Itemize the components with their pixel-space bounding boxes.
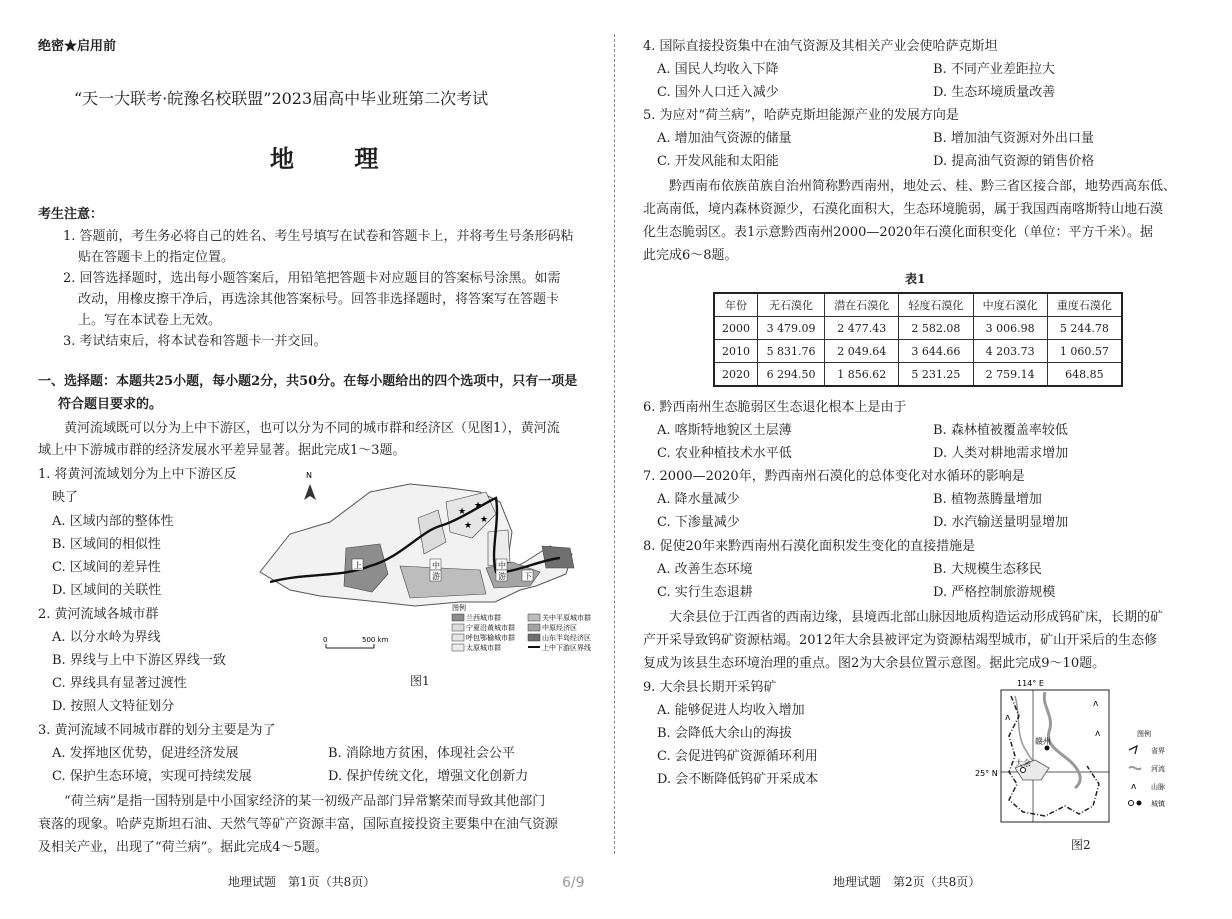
svg-text:500 km: 500 km — [362, 636, 389, 644]
option[interactable]: C. 国外人口迁入减少 — [657, 85, 779, 100]
option[interactable]: A. 以分水岭为界线 — [52, 630, 161, 645]
option[interactable]: A. 喀斯特地貌区土层薄 — [657, 423, 792, 438]
table-cell: 3 479.09 — [757, 317, 824, 340]
table-cell: 5 231.25 — [899, 363, 973, 387]
option[interactable]: D. 会不断降低钨矿开采成本 — [657, 772, 819, 787]
svg-text:ʌ: ʌ — [1095, 729, 1101, 739]
scale-bar — [323, 636, 389, 648]
svg-text:河流: 河流 — [1151, 765, 1165, 773]
table-header: 年份 — [714, 293, 757, 317]
intro-paragraph: 化生态脆弱区。表1示意黔西南州2000—2020年石漠化面积变化（单位：平方千米）。据 — [643, 225, 1153, 240]
option[interactable]: B. 消除地方贫困，体现社会公平 — [328, 746, 515, 761]
figure-1-legend — [452, 603, 591, 652]
svg-text:中原经济区: 中原经济区 — [542, 624, 577, 632]
svg-text:★: ★ — [474, 501, 483, 511]
notice-line: 上。写在本试卷上无效。 — [78, 313, 222, 328]
table-row — [714, 340, 1122, 363]
option[interactable]: C. 实行生态退耕 — [657, 585, 753, 600]
svg-text:图例: 图例 — [452, 604, 466, 612]
svg-text:兰西城市群: 兰西城市群 — [466, 614, 501, 622]
question-1-cont: 映了 — [52, 490, 79, 505]
table-header: 潜在石漠化 — [825, 293, 899, 317]
option[interactable]: D. 按照人文特征划分 — [52, 699, 175, 714]
notice-line: 改动，用橡皮擦干净后，再选涂其他答案标号。回答非选择题时，将答案写在答题卡 — [78, 292, 560, 307]
page-divider — [614, 34, 615, 854]
intro-paragraph: 复成为该县生态环境治理的重点。图2为大余县位置示意图。据此完成9～10题。 — [643, 656, 1106, 671]
option[interactable]: D. 生态环境质量改善 — [933, 85, 1056, 100]
table-cell: 4 203.73 — [973, 340, 1047, 363]
right-page — [643, 0, 1203, 919]
intro-paragraph: 北高南低，境内森林资源少，石漠化面积大，生态环境脆弱，属于我国西南喀斯特山地石漠 — [643, 202, 1164, 217]
svg-text:★: ★ — [480, 515, 489, 525]
figure-2-caption: 图2 — [1071, 838, 1091, 852]
intro-paragraph: 黄河流域既可以分为上中下游区，也可以分为不同的城市群和经济区（见图1），黄河流 — [64, 421, 560, 436]
data-table — [713, 292, 1123, 387]
svg-text:ʌ: ʌ — [1093, 699, 1099, 709]
option[interactable]: B. 森林植被覆盖率较低 — [933, 423, 1068, 438]
table-cell: 2000 — [714, 317, 757, 340]
table-cell: 2 582.08 — [899, 317, 973, 340]
table-cell: 2020 — [714, 363, 757, 387]
notice-line: 3. 考试结束后，将本试卷和答题卡一并交回。 — [63, 334, 327, 349]
option[interactable]: A. 发挥地区优势，促进经济发展 — [52, 746, 239, 761]
option[interactable]: B. 大规模生态移民 — [933, 562, 1042, 577]
secret-label: 绝密★启用前 — [38, 39, 117, 54]
option[interactable]: D. 提高油气资源的销售价格 — [933, 154, 1095, 169]
map-label: 上 — [354, 561, 362, 570]
question-6: 6. 黔西南州生态脆弱区生态退化根本上是由于 — [643, 400, 907, 415]
table-cell: 3 644.66 — [899, 340, 973, 363]
map-label: 中 — [432, 561, 440, 570]
table-cell: 1 856.62 — [825, 363, 899, 387]
option[interactable]: D. 人类对耕地需求增加 — [933, 446, 1069, 461]
intro-paragraph: 此完成6～8题。 — [643, 248, 738, 263]
table-cell: 1 060.57 — [1047, 340, 1122, 363]
svg-text:0: 0 — [323, 636, 328, 644]
figure-1-caption: 图1 — [410, 674, 430, 688]
table-header: 重度石漠化 — [1047, 293, 1122, 317]
svg-text:城镇: 城镇 — [1151, 800, 1165, 808]
intro-paragraph: 域上中下游城市群的经济发展水平差异显著。据此完成1～3题。 — [38, 443, 406, 458]
table-cell: 648.85 — [1047, 363, 1122, 387]
option[interactable]: A. 国民人均收入下降 — [657, 62, 779, 77]
notice-title: 考生注意： — [38, 207, 104, 222]
option[interactable]: B. 不同产业差距拉大 — [933, 62, 1055, 77]
svg-text:山脉: 山脉 — [1151, 783, 1165, 791]
table-cell: 5 244.78 — [1047, 317, 1122, 340]
intro-paragraph: 及相关产业，出现了“荷兰病”。据此完成4～5题。 — [38, 840, 328, 855]
notice-line: 1. 答题前，考生务必将自己的姓名、考生号填写在试卷和答题卡上，并将考生号条形码粘 — [63, 229, 574, 244]
option[interactable]: B. 增加油气资源对外出口量 — [933, 131, 1094, 146]
option[interactable]: C. 下渗量减少 — [657, 515, 740, 530]
table-header: 轻度石漠化 — [899, 293, 973, 317]
table-cell: 3 006.98 — [973, 317, 1047, 340]
intro-paragraph: 衰落的现象。哈萨克斯坦石油、天然气等矿产资源丰富，国际直接投资主要集中在油气资源 — [38, 817, 559, 832]
intro-paragraph: 产开采导致钨矿资源枯竭。2012年大余县被评定为资源枯竭型城市，矿山开采后的生态修 — [643, 633, 1158, 648]
latitude-label: 25° N — [975, 769, 998, 778]
city-label: 赣州 — [1035, 737, 1051, 746]
map-label: 游 — [432, 572, 440, 581]
option[interactable]: B. 会降低大余山的海拔 — [657, 726, 792, 741]
option[interactable]: A. 能够促进人均收入增加 — [657, 703, 805, 718]
figure-1-map — [250, 462, 600, 662]
svg-text:图例: 图例 — [1137, 730, 1151, 738]
option[interactable]: C. 农业种植技术水平低 — [657, 446, 792, 461]
question-4: 4. 国际直接投资集中在油气资源及其相关产业会使哈萨克斯坦 — [643, 39, 998, 54]
figure-2-legend — [1129, 729, 1167, 808]
table-cell: 2 477.43 — [825, 317, 899, 340]
svg-text:太原城市群: 太原城市群 — [466, 644, 501, 652]
option[interactable]: D. 保护传统文化，增强文化创新力 — [328, 769, 529, 784]
option[interactable]: B. 区域间的相似性 — [52, 537, 161, 552]
question-8: 8. 促使20年来黔西南州石漠化面积发生变化的直接措施是 — [643, 539, 976, 554]
north-label: N — [306, 471, 312, 480]
longitude-label: 114° E — [1017, 679, 1044, 688]
svg-text:山东半岛经济区: 山东半岛经济区 — [542, 634, 591, 642]
page-footer: 地理试题 第2页（共8页） — [833, 875, 981, 889]
option[interactable]: C. 保护生态环境，实现可持续发展 — [52, 769, 252, 784]
option[interactable]: D. 水汽输送量明显增加 — [933, 515, 1069, 530]
page-indicator: 6/9 — [562, 875, 585, 891]
question-3: 3. 黄河流域不同城市群的划分主要是为了 — [38, 723, 276, 738]
notice-line: 贴在答题卡上的指定位置。 — [78, 250, 235, 265]
option[interactable]: C. 界线具有显著过渡性 — [52, 676, 187, 691]
table-header: 中度石漠化 — [973, 293, 1047, 317]
svg-text:省界: 省界 — [1151, 747, 1165, 755]
table-header: 无石漠化 — [757, 293, 824, 317]
svg-text:ʌ: ʌ — [1005, 713, 1011, 723]
table-row — [714, 317, 1122, 340]
notice-line: 2. 回答选择题时，选出每小题答案后，用铅笔把答题卡对应题目的答案标号涂黑。如需 — [63, 271, 561, 286]
option[interactable]: A. 区域内部的整体性 — [52, 514, 174, 529]
option[interactable]: C. 区域间的差异性 — [52, 560, 161, 575]
map-label: 中 — [498, 561, 506, 570]
section-heading: 一、选择题：本题共25小题，每小题2分，共50分。在每小题给出的四个选项中，只有一项是 — [38, 374, 578, 389]
table-row — [714, 363, 1122, 387]
option[interactable]: D. 区域间的关联性 — [52, 583, 162, 598]
table-cell: 6 294.50 — [757, 363, 824, 387]
svg-text:★: ★ — [464, 521, 473, 531]
north-arrow-icon — [304, 471, 316, 500]
svg-text:★: ★ — [458, 507, 467, 517]
table-cell: 2 049.64 — [825, 340, 899, 363]
svg-text:关中平原城市群: 关中平原城市群 — [542, 614, 591, 622]
option[interactable]: B. 界线与上中下游区界线一致 — [52, 653, 226, 668]
map-label: 游 — [498, 572, 506, 581]
figure-2-map — [975, 676, 1203, 828]
option[interactable]: A. 增加油气资源的储量 — [657, 131, 792, 146]
option[interactable]: A. 降水量减少 — [657, 492, 740, 507]
option[interactable]: C. 开发风能和太阳能 — [657, 154, 779, 169]
table-cell: 2010 — [714, 340, 757, 363]
option[interactable]: D. 严格控制旅游规模 — [933, 585, 1056, 600]
intro-paragraph: “荷兰病”是指一国特别是中小国家经济的某一初级产品部门异常繁荣而导致其他部门 — [64, 794, 546, 809]
svg-text:呼包鄂榆城市群: 呼包鄂榆城市群 — [466, 634, 515, 642]
exam-title: “天一大联考·皖豫名校联盟”2023届高中毕业班第二次考试 — [74, 89, 489, 108]
table-header-row — [714, 293, 1122, 317]
question-5: 5. 为应对“荷兰病”，哈萨克斯坦能源产业的发展方向是 — [643, 108, 959, 123]
section-heading-cont: 符合题目要求的。 — [58, 397, 163, 412]
svg-text:ʌ: ʌ — [1131, 782, 1137, 792]
option[interactable]: A. 改善生态环境 — [657, 562, 753, 577]
page-footer: 地理试题 第1页（共8页） — [228, 875, 376, 889]
city-label: 大余 — [1015, 759, 1031, 768]
left-page — [38, 0, 598, 919]
question-9: 9. 大余县长期开采钨矿 — [643, 680, 777, 695]
subject-title: 地 理 — [270, 144, 405, 173]
question-2: 2. 黄河流域各城市群 — [38, 607, 159, 622]
option[interactable]: B. 植物蒸腾量增加 — [933, 492, 1042, 507]
option[interactable]: C. 会促进钨矿资源循环利用 — [657, 749, 818, 764]
map-label: 下 — [524, 572, 532, 581]
svg-text:上中下游区界线: 上中下游区界线 — [542, 644, 591, 652]
question-1: 1. 将黄河流域划分为上中下游区反 — [38, 467, 237, 482]
intro-paragraph: 大余县位于江西省的西南边缘，县境西北部山脉因地质构造运动形成钨矿床，长期的矿 — [669, 610, 1164, 625]
table-caption: 表1 — [905, 272, 926, 286]
question-7: 7. 2000—2020年，黔西南州石漠化的总体变化对水循环的影响是 — [643, 469, 1025, 484]
intro-paragraph: 黔西南布依族苗族自治州简称黔西南州，地处云、桂、黔三省区接合部，地势西高东低、 — [669, 179, 1177, 194]
table-cell: 5 831.76 — [757, 340, 824, 363]
table-cell: 2 759.14 — [973, 363, 1047, 387]
svg-text:宁夏沿黄城市群: 宁夏沿黄城市群 — [466, 624, 515, 632]
